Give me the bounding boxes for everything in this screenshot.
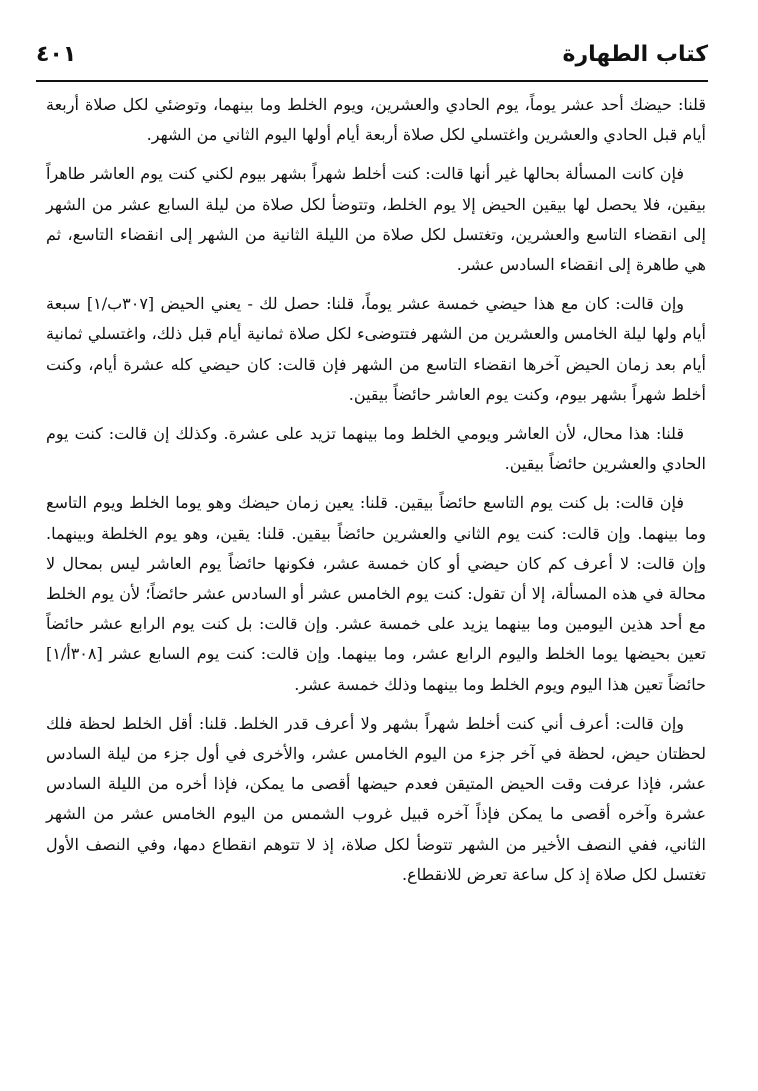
- paragraph: وإن قالت: كان مع هذا حيضي خمسة عشر يوماً، قلنا: حصل لك - يعني الحيض [٣٠٧ب/١] سبعة أيام ولها ليلة الخامس والعشرين من الشهر فتتوضىء لكل صلاة ثمانية أيام قبل ذلك، واغتسلي ثمانية أيام بعد زمان الحيض آخرها انقضاء التاسع من الشهر فإن قالت: كان حيضي كله عشرة أيام، وكنت أخلط شهراً بشهر بيوم، وكنت يوم العاشر حائضاً بيقين.: [46, 294, 706, 404]
- header-divider: [36, 80, 708, 82]
- paragraph: فإن كانت المسألة بحالها غير أنها قالت: كنت أخلط شهراً بشهر بيوم لكني كنت يوم العاشر طاهراً بيقين، فلا يحصل لها بيقين الحيض إلا يوم الخلط، وتتوضأ لكل صلاة من ليلة السابع عشر من الشهر إلى انقضاء التاسع والعشرين، وتغتسل لكل صلاة من الليلة الثانية من الشهر إلى انقضاء التاسع، ثم هي طاهرة إلى انقضاء السادس عشر.: [46, 164, 706, 275]
- paragraph: قلنا: هذا محال، لأن العاشر ويومي الخلط وما بينهما تزيد على عشرة. وكذلك إن قالت: كنت يوم الحادي والعشرين حائضاً بيقين.: [46, 424, 706, 474]
- body-text: [46, 90, 706, 899]
- page-number: ٤٠١: [36, 42, 77, 67]
- paragraph: وإن قالت: أعرف أني كنت أخلط شهراً بشهر ولا أعرف قدر الخلط. قلنا: أقل الخلط لحظة فلك لحظتان حيض، لحظة في آخر جزء من اليوم الخامس عشر، والأخرى في أول جزء من ليلة السادس عشر، فإذا عرفت وقت الحيض المتيقن فعدم حيضها أقصى ما يمكن، فإذا أخره من الليلة السادس عشرة وآخره أقصى ما يمكن فإذاً آخره قبيل غروب الشمس من اليوم الخامس عشر من الشهر الثاني، ففي النصف الأخير من الشهر تتوضأ لكل صلاة، إذ لا تتوهم انقطاع دمها، وفي النصف الأول تغتسل لكل صلاة إذ كل ساعة تعرض للانقطاع.: [46, 713, 706, 884]
- running-title: كتاب الطهارة: [562, 42, 708, 67]
- page-header: [36, 40, 708, 80]
- paragraph: فإن قالت: بل كنت يوم التاسع حائضاً بيقين. قلنا: يعين زمان حيضك وهو يوما الخلط ويوم التاسع وما بينهما. وإن قالت: كنت يوم الثاني والعشرين حائضاً بيقين. قلنا: يقين، وهو يوم الخلطة وبينهما. وإن قالت: لا أعرف كم كان حيضي أو كان خمسة عشر، فكونها حائضاً يوم العاشر ليس بمحال لا محالة في هذه المسألة، إلا أن تقول: كنت يوم الخامس عشر أو السادس عشر حائضاً؛ لأن يوم الخلط مع أحد هذين اليومين وما بينهما يزيد على خمسة عشر. وإن قالت: بل كنت يوم الرابع عشر حائضاً تعين بحيضها يوما الخلط واليوم الرابع عشر، وما بينهما. وإن قالت: كنت يوم السابع عشر [٣٠٨أ/١] حائضاً تعين هذا اليوم ويوم الخلط وما بينهما وذلك خمسة عشر.: [46, 493, 707, 694]
- paragraph: قلنا: حيضك أحد عشر يوماً، يوم الحادي والعشرين، ويوم الخلط وما بينهما، وتوضئي لكل صلاة أربعة أيام قبل الحادي والعشرين واغتسلي لكل صلاة أربعة أيام أولها اليوم الثاني من الشهر.: [46, 95, 706, 145]
